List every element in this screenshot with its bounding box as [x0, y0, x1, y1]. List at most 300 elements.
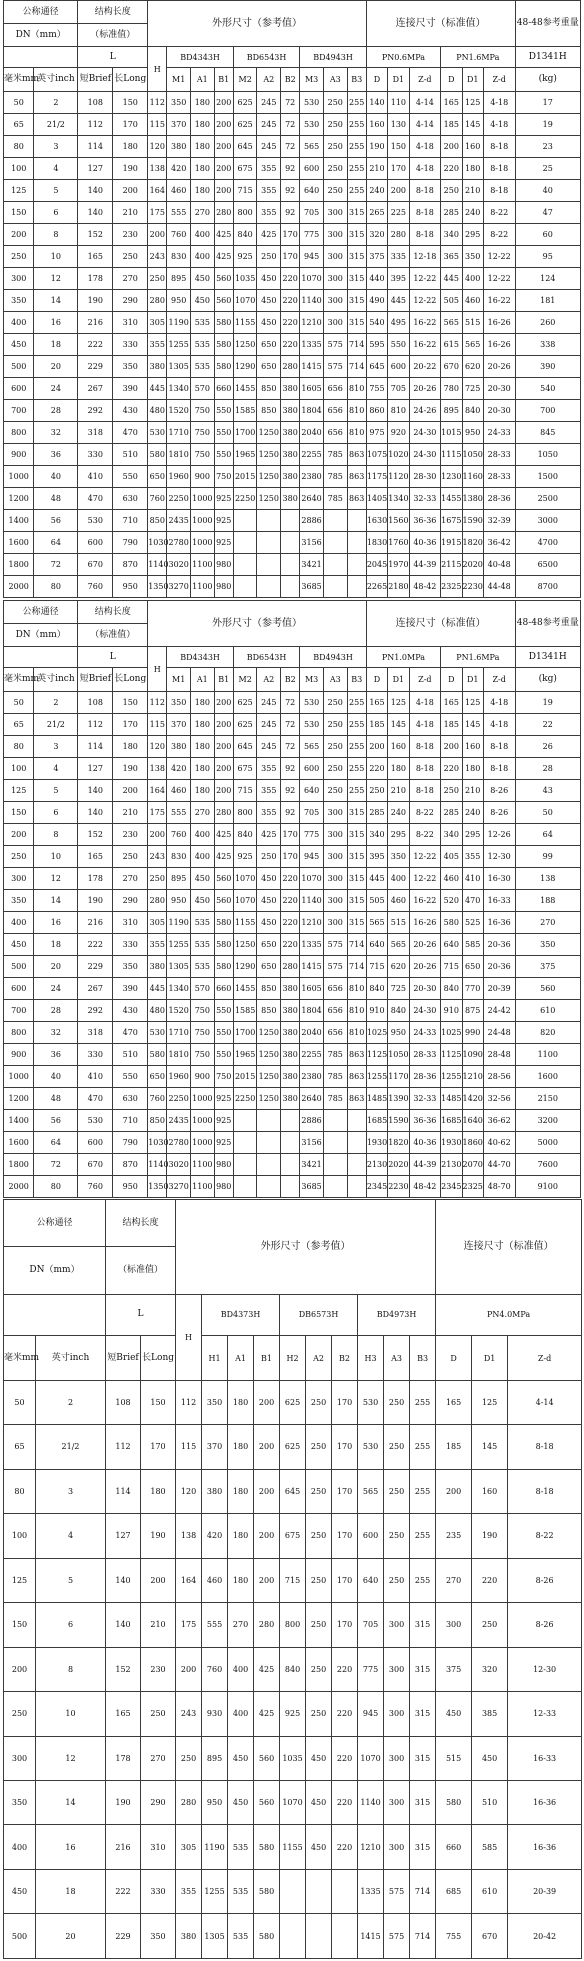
table-cell: 1170: [388, 1066, 409, 1088]
col-header: D: [441, 68, 462, 92]
table-cell: 945: [300, 846, 324, 868]
table-row: [4, 758, 581, 780]
table-cell: 20: [34, 356, 78, 378]
table-cell: 900: [4, 444, 34, 466]
table-cell: 43: [515, 780, 581, 802]
table-cell: 760: [148, 1088, 167, 1110]
table-cell: 1250: [257, 488, 281, 510]
hdr-dn-unit: DN（mm）: [4, 1247, 106, 1294]
table-cell: 220: [332, 1780, 358, 1824]
table-cell: 92: [281, 158, 300, 180]
table-cell: 863: [347, 1088, 366, 1110]
table-cell: 2435: [167, 1110, 191, 1132]
table-cell: 755: [436, 1914, 472, 1959]
table-row: [4, 180, 581, 202]
table-cell: 32: [34, 1022, 78, 1044]
table-cell: 125: [472, 1380, 508, 1424]
table-cell: 445: [148, 378, 167, 400]
table-cell: 255: [410, 1558, 436, 1602]
table-cell: 1000: [4, 466, 34, 488]
table-cell: 1590: [388, 1110, 409, 1132]
table-cell: 12: [34, 268, 78, 290]
table-cell: 28: [515, 758, 581, 780]
table-cell: 138: [176, 1514, 202, 1558]
table-cell: [347, 554, 366, 576]
table-cell: 400: [228, 1647, 254, 1691]
table-cell: 220: [441, 758, 462, 780]
table-cell: 150: [388, 136, 409, 158]
table-cell: 340: [441, 824, 462, 846]
table-cell: 165: [436, 1380, 472, 1424]
table-cell: 380: [281, 1000, 300, 1022]
table-cell: 1585: [233, 1000, 257, 1022]
table-cell: 580: [254, 1825, 280, 1869]
table-cell: 355: [462, 846, 483, 868]
table-cell: 390: [515, 356, 581, 378]
col-header: M2: [233, 68, 257, 92]
table-cell: 255: [410, 1380, 436, 1424]
table-cell: 625: [233, 92, 257, 114]
table-cell: 820: [515, 1022, 581, 1044]
table-cell: 685: [436, 1869, 472, 1913]
table-cell: 28-33: [483, 444, 515, 466]
table-cell: 270: [113, 868, 148, 890]
table-cell: 12-22: [409, 846, 441, 868]
table-cell: 22: [515, 714, 581, 736]
table-cell: 1000: [191, 488, 215, 510]
table-cell: 80: [34, 1176, 78, 1198]
table-cell: 950: [462, 422, 483, 444]
table-cell: [323, 1176, 347, 1198]
table-cell: 1175: [366, 466, 387, 488]
table-cell: 1190: [167, 312, 191, 334]
table-cell: 170: [332, 1469, 358, 1513]
table-cell: 245: [257, 114, 281, 136]
table-cell: 714: [410, 1869, 436, 1913]
table-cell: 3020: [167, 1154, 191, 1176]
table-cell: 925: [214, 1110, 233, 1132]
table-cell: 355: [257, 802, 281, 824]
table-cell: 4700: [515, 532, 581, 554]
table-cell: 350: [4, 1780, 36, 1824]
table-cell: 2255: [300, 1044, 324, 1066]
table-cell: 425: [214, 824, 233, 846]
table-cell: 112: [106, 1425, 141, 1469]
table-cell: 714: [347, 356, 366, 378]
table-cell: [323, 576, 347, 598]
table-cell: 800: [4, 422, 34, 444]
table-cell: 3: [34, 136, 78, 158]
table-cell: 152: [78, 224, 113, 246]
table-cell: 375: [436, 1647, 472, 1691]
col-header: 英寸inch: [34, 668, 78, 692]
table-cell: 14: [36, 1780, 106, 1824]
table-cell: 2040: [300, 422, 324, 444]
table-row: [4, 1825, 582, 1869]
table-cell: 425: [214, 846, 233, 868]
table-cell: 26: [515, 736, 581, 758]
table-cell: 295: [388, 824, 409, 846]
table-cell: 32-33: [409, 488, 441, 510]
table-cell: 710: [113, 510, 148, 532]
table-cell: 17: [515, 92, 581, 114]
table-cell: 230: [113, 824, 148, 846]
table-cell: 420: [167, 158, 191, 180]
table-cell: 8-18: [483, 736, 515, 758]
table-cell: 450: [257, 912, 281, 934]
table-cell: 945: [358, 1692, 384, 1736]
table-cell: 8: [34, 224, 78, 246]
table-cell: 535: [191, 356, 215, 378]
table-cell: 980: [214, 554, 233, 576]
table-cell: 200: [254, 1425, 280, 1469]
table-cell: 240: [388, 802, 409, 824]
table-row: [4, 1176, 581, 1198]
table-cell: 675: [233, 758, 257, 780]
table-row: [4, 868, 581, 890]
table-cell: 920: [388, 422, 409, 444]
table-cell: 895: [202, 1736, 228, 1780]
table-cell: 40: [34, 466, 78, 488]
table-row: [4, 1603, 582, 1647]
table-cell: 625: [280, 1380, 306, 1424]
table-cell: 2020: [388, 1154, 409, 1176]
table-cell: 216: [78, 912, 113, 934]
table-cell: 4: [34, 758, 78, 780]
table-cell: 714: [347, 956, 366, 978]
table-cell: 840: [233, 224, 257, 246]
table-cell: 36: [34, 444, 78, 466]
table-cell: 1015: [441, 422, 462, 444]
table-cell: 4: [36, 1514, 106, 1558]
table-cell: 56: [34, 510, 78, 532]
table-cell: 21/2: [36, 1425, 106, 1469]
table-cell: 138: [148, 758, 167, 780]
table-cell: 780: [441, 378, 462, 400]
table-cell: 280: [281, 956, 300, 978]
table-cell: 380: [281, 1022, 300, 1044]
table-cell: 250: [323, 780, 347, 802]
table-cell: 1820: [462, 532, 483, 554]
table-cell: [233, 532, 257, 554]
table-cell: 222: [106, 1869, 141, 1913]
table-cell: 715: [280, 1558, 306, 1602]
table-cell: 250: [4, 246, 34, 268]
col-header: B3: [347, 668, 366, 692]
table-cell: 180: [191, 714, 215, 736]
table-cell: 255: [347, 758, 366, 780]
table-cell: 2230: [388, 1176, 409, 1198]
table-cell: 645: [366, 356, 387, 378]
table-row: [4, 576, 581, 598]
col-header: Z-d: [508, 1336, 582, 1380]
table-cell: 410: [78, 1066, 113, 1088]
table-cell: 656: [323, 400, 347, 422]
table-cell: 445: [441, 268, 462, 290]
table-cell: 850: [148, 1110, 167, 1132]
table-cell: 80: [4, 136, 34, 158]
table-cell: 656: [323, 422, 347, 444]
table-cell: 4-18: [409, 714, 441, 736]
table-cell: 200: [436, 1469, 472, 1513]
table-cell: 750: [191, 1022, 215, 1044]
table-cell: 1335: [300, 334, 324, 356]
table-cell: 925: [280, 1692, 306, 1736]
table-cell: 190: [78, 290, 113, 312]
table-cell: 4: [34, 158, 78, 180]
col-header: Z-d: [409, 68, 441, 92]
col-header: B3: [347, 68, 366, 92]
table-cell: 550: [214, 1022, 233, 1044]
table-cell: 44-48: [483, 576, 515, 598]
table-cell: 1090: [462, 1044, 483, 1066]
table-cell: 180: [228, 1558, 254, 1602]
table-cell: 535: [228, 1914, 254, 1959]
table-cell: 108: [78, 92, 113, 114]
table-cell: 28-33: [409, 1044, 441, 1066]
table-row: [4, 532, 581, 554]
table-cell: 925: [233, 246, 257, 268]
table-cell: 900: [191, 466, 215, 488]
table-cell: 300: [323, 312, 347, 334]
table-cell: 760: [78, 576, 113, 598]
hdr-length-L: L: [106, 1294, 176, 1336]
table-cell: 2250: [233, 1088, 257, 1110]
table-cell: 125: [4, 1558, 36, 1602]
table-row: [4, 890, 581, 912]
table-cell: 450: [191, 890, 215, 912]
table-cell: [347, 532, 366, 554]
table-cell: 220: [472, 1558, 508, 1602]
hdr-weight-unit: (kg): [515, 68, 581, 92]
table-cell: 1070: [233, 890, 257, 912]
table-cell: 180: [228, 1469, 254, 1513]
table-cell: 930: [202, 1692, 228, 1736]
table-cell: 200: [4, 824, 34, 846]
table-cell: 600: [300, 158, 324, 180]
table-cell: 12-22: [483, 246, 515, 268]
table-cell: 1200: [4, 1088, 34, 1110]
table-cell: 800: [280, 1603, 306, 1647]
table-cell: 895: [167, 268, 191, 290]
table-cell: 64: [515, 824, 581, 846]
hdr-model-3: BD4943H: [300, 47, 367, 68]
table-cell: 380: [281, 422, 300, 444]
table-cell: 1305: [202, 1914, 228, 1959]
col-header: 长Long: [113, 668, 148, 692]
table-cell: 250: [323, 114, 347, 136]
table-cell: 170: [281, 846, 300, 868]
table-cell: 810: [347, 1022, 366, 1044]
table-cell: [281, 510, 300, 532]
table-cell: 863: [347, 466, 366, 488]
table-cell: 12: [36, 1736, 106, 1780]
table-row: [4, 1154, 581, 1176]
table-cell: 565: [300, 736, 324, 758]
table-cell: 500: [4, 956, 34, 978]
table-cell: [347, 1132, 366, 1154]
table-cell: 460: [462, 290, 483, 312]
table-cell: 4-18: [409, 158, 441, 180]
table-cell: 1100: [191, 1154, 215, 1176]
table-cell: 5: [34, 180, 78, 202]
table-cell: 290: [113, 890, 148, 912]
table-row: [4, 290, 581, 312]
table-cell: 190: [78, 890, 113, 912]
table-cell: 190: [366, 136, 387, 158]
table-cell: 315: [410, 1647, 436, 1691]
table-cell: 1960: [167, 1066, 191, 1088]
table-cell: 750: [191, 1044, 215, 1066]
table-cell: 2886: [300, 510, 324, 532]
table-cell: 124: [515, 268, 581, 290]
table-cell: 8-26: [483, 802, 515, 824]
table-cell: 445: [388, 290, 409, 312]
table-cell: 1070: [300, 268, 324, 290]
table-cell: 3156: [300, 1132, 324, 1154]
table-cell: 18: [34, 334, 78, 356]
col-header: D: [366, 68, 387, 92]
col-header: B1: [214, 668, 233, 692]
table-cell: 320: [472, 1647, 508, 1691]
pn40-table: [3, 1199, 582, 1959]
table-cell: 3200: [515, 1110, 581, 1132]
table-row: [4, 1132, 581, 1154]
table-cell: 450: [191, 290, 215, 312]
table-cell: 1255: [366, 1066, 387, 1088]
table-cell: 700: [515, 400, 581, 422]
table-row: [4, 978, 581, 1000]
table-cell: 245: [257, 714, 281, 736]
table-cell: 700: [4, 400, 34, 422]
table-cell: 20-26: [409, 956, 441, 978]
table-cell: 150: [141, 1380, 176, 1424]
table-cell: 1930: [441, 1132, 462, 1154]
table-cell: 1520: [167, 1000, 191, 1022]
table-cell: 16-26: [483, 312, 515, 334]
table-cell: 32-39: [483, 510, 515, 532]
table-cell: 715: [441, 956, 462, 978]
table-cell: 65: [4, 714, 34, 736]
table-cell: 830: [167, 846, 191, 868]
table-cell: 450: [228, 1780, 254, 1824]
table-cell: 164: [148, 180, 167, 202]
table-cell: 295: [462, 224, 483, 246]
table-cell: 515: [462, 312, 483, 334]
table-cell: 580: [254, 1869, 280, 1913]
table-cell: 100: [4, 758, 34, 780]
table-cell: 16-36: [508, 1780, 582, 1824]
table-cell: 2325: [462, 1176, 483, 1198]
table-cell: 47: [515, 202, 581, 224]
table-cell: 1200: [4, 488, 34, 510]
table-cell: 330: [141, 1869, 176, 1913]
table-cell: 535: [191, 334, 215, 356]
table-cell: 1965: [233, 1044, 257, 1066]
table-cell: 1965: [233, 444, 257, 466]
table-cell: 400: [4, 912, 34, 934]
table-cell: 12-22: [409, 268, 441, 290]
table-cell: 315: [347, 290, 366, 312]
table-cell: 125: [388, 692, 409, 714]
table-cell: 280: [176, 1780, 202, 1824]
table-cell: 185: [441, 114, 462, 136]
table-cell: 1100: [191, 554, 215, 576]
table-cell: 530: [300, 114, 324, 136]
table-cell: 305: [176, 1825, 202, 1869]
table-cell: 295: [462, 824, 483, 846]
table-cell: 1800: [4, 1154, 34, 1176]
table-cell: 127: [78, 758, 113, 780]
table-cell: [233, 554, 257, 576]
table-cell: 44-39: [409, 1154, 441, 1176]
table-cell: 99: [515, 846, 581, 868]
table-cell: 170: [281, 824, 300, 846]
table-row: [4, 1558, 582, 1602]
table-cell: 178: [78, 268, 113, 290]
table-cell: 115: [148, 114, 167, 136]
table-cell: 20: [34, 956, 78, 978]
table-cell: 650: [257, 956, 281, 978]
table-cell: 656: [323, 1000, 347, 1022]
table-cell: 64: [34, 532, 78, 554]
table-cell: 210: [388, 780, 409, 802]
table-cell: 645: [280, 1469, 306, 1513]
table-cell: 575: [323, 956, 347, 978]
table-cell: 310: [141, 1825, 176, 1869]
table-cell: 860: [366, 400, 387, 422]
table-cell: 535: [191, 312, 215, 334]
table-row: [4, 912, 581, 934]
table-cell: 300: [384, 1692, 410, 1736]
table-cell: 450: [306, 1780, 332, 1824]
table-row: [4, 1425, 582, 1469]
table-cell: 245: [257, 136, 281, 158]
table-cell: 305: [148, 312, 167, 334]
table-cell: 164: [148, 780, 167, 802]
table-cell: 72: [34, 554, 78, 576]
table-cell: 460: [167, 780, 191, 802]
table-cell: 1415: [300, 356, 324, 378]
table-cell: 580: [441, 912, 462, 934]
hdr-weight-title: 48-48参考重量: [515, 601, 581, 647]
table-cell: 1190: [167, 912, 191, 934]
table-cell: 315: [347, 246, 366, 268]
table-cell: 450: [191, 268, 215, 290]
table-cell: 6: [36, 1603, 106, 1647]
table-cell: 210: [113, 802, 148, 824]
table-cell: 112: [176, 1380, 202, 1424]
table-cell: 220: [332, 1825, 358, 1869]
table-cell: 550: [214, 422, 233, 444]
table-cell: 20-39: [508, 1869, 582, 1913]
table-cell: 1350: [148, 1176, 167, 1198]
table-cell: 850: [257, 1000, 281, 1022]
table-cell: 810: [347, 978, 366, 1000]
table-cell: 10: [34, 846, 78, 868]
table-cell: 285: [366, 802, 387, 824]
col-header: M3: [300, 668, 324, 692]
table-cell: 164: [176, 1558, 202, 1602]
col-header: A3: [323, 68, 347, 92]
table-cell: 250: [323, 758, 347, 780]
table-cell: 80: [34, 576, 78, 598]
table-cell: 980: [214, 1154, 233, 1176]
table-cell: 515: [388, 912, 409, 934]
table-cell: 280: [148, 290, 167, 312]
table-cell: 14: [34, 290, 78, 312]
table-cell: 255: [347, 136, 366, 158]
